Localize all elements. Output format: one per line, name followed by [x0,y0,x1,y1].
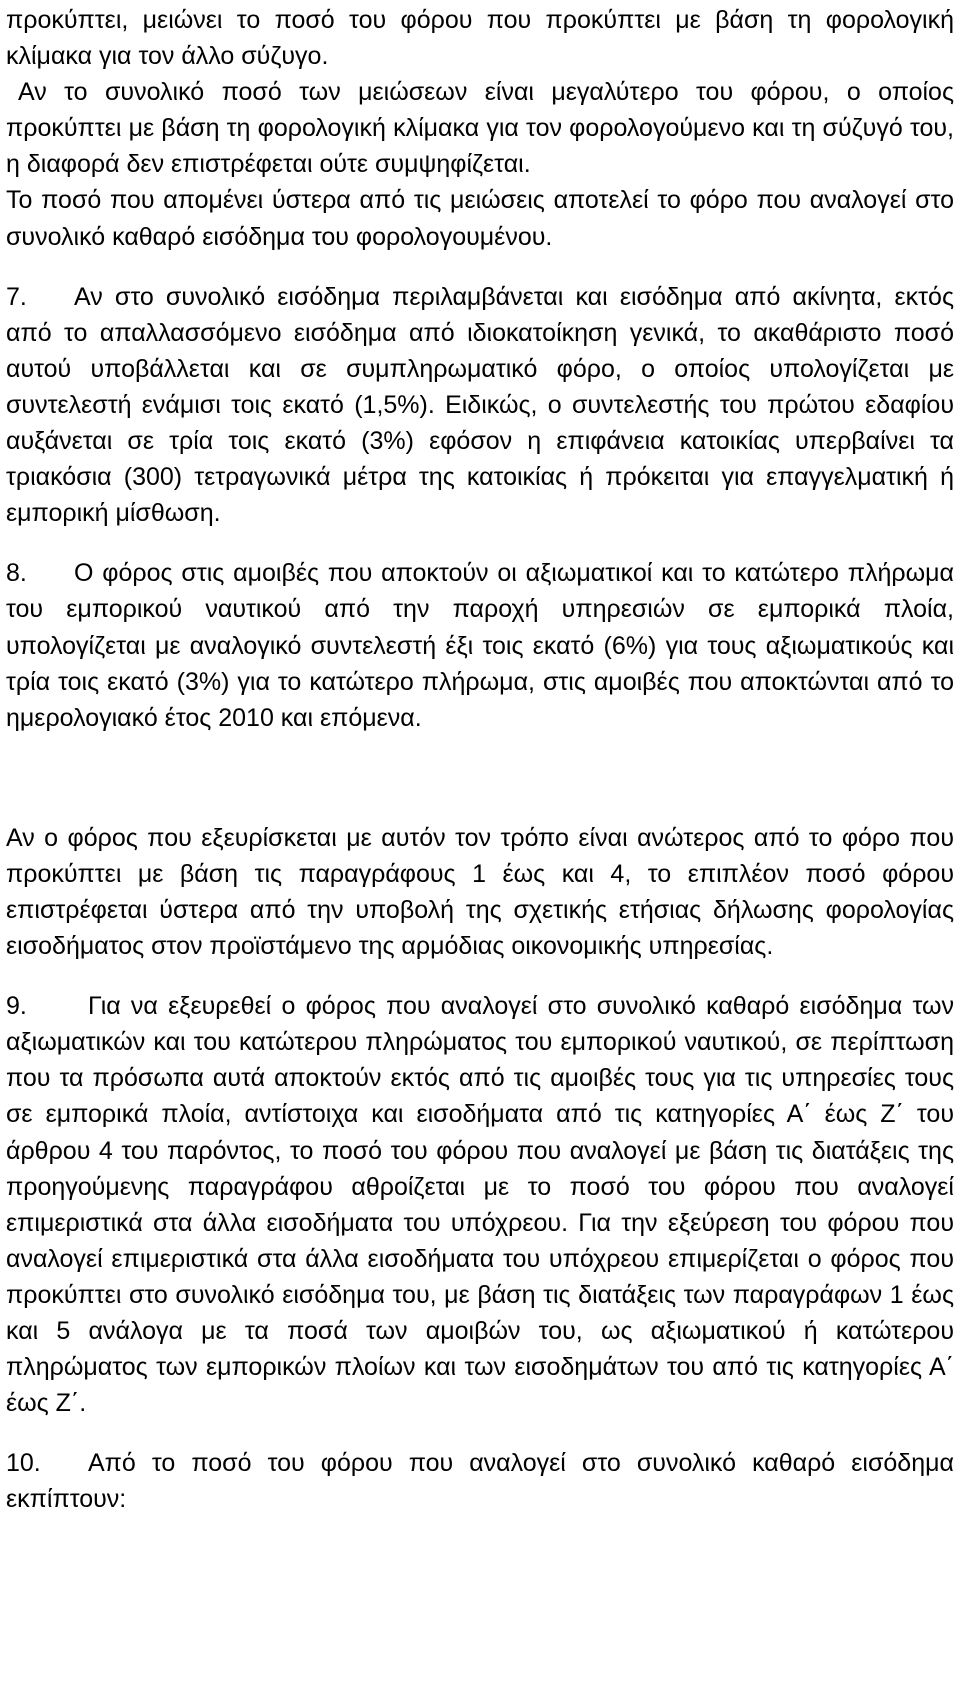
paragraph-10 [6,1445,954,1517]
paragraph-8-number: 8. [6,559,27,588]
paragraph-10-number: 10. [6,1449,41,1478]
paragraph-9-number: 9. [6,992,27,1021]
paragraph-continuation: προκύπτει, μειώνει το ποσό του φόρου που προκύπτει με βάση τη φορολογική κλίμακα για τον άλλο σύζυγο. [6,6,954,71]
paragraph-9-text: Για να εξευρεθεί ο φόρος που αναλογεί στο συνολικό καθαρό εισόδημα των αξιωματικών και του κατώτερου πληρώματος του εμπορικού ναυτικού, σε περίπτωση που τα πρόσωπα αυτά αποκτούν εκτός από τις αμοιβές τους για τις υπηρεσίες τους σε εμπορικά πλοία, αντίστοιχα και εισοδήματα από τις κατηγορίες Α΄ έως Ζ΄ του άρθρου 4 του παρόντος, το ποσό του φόρου που αναλογεί με βάση τις διατάξεις της προηγούμενης παραγράφου αθροίζεται με το ποσό του φόρου που αναλογεί επιμεριστικά στα άλλα εισοδήματα του υπόχρεου. Για την εξεύρεση του φόρου που αναλογεί επιμεριστικά στα άλλα εισοδήματα του υπόχρεου επιμερίζεται ο φόρος που προκύπτει στο συνολικό εισόδημα του, με βάση τις διατάξεις των παραγράφων 1 έως και 5 ανάλογα με τα ποσά των αμοιβών του, ως αξιωματικού ή κατώτερου πληρώματος των εμπορικών πλοίων και των εισοδημάτων του από τις κατηγορίες Α΄ έως Ζ΄. [6,992,954,1418]
paragraph-remaining-tax: Το ποσό που απομένει ύστερα από τις μειώσεις αποτελεί το φόρο που αναλογεί στο συνολικό καθαρό εισόδημα του φορολογουμένου. [6,186,954,251]
paragraph-7 [6,279,954,532]
paragraph-9 [6,988,954,1421]
paragraph-8 [6,555,954,735]
paragraph-8-refund: Αν ο φόρος που εξευρίσκεται με αυτόν τον τρόπο είναι ανώτερος από το φόρο που προκύπτει με βάση τις παραγράφους 1 έως και 4, το επιπλέον ποσό φόρου επιστρέφεται ύστερα από την υποβολή της σχετικής ετήσιας δήλωσης φορολογίας εισοδήματος στον προϊστάμενο της αρμόδιας οικονομικής υπηρεσίας. [6,823,954,961]
paragraph-8-text: Ο φόρος στις αμοιβές που αποκτούν οι αξιωματικοί και το κατώτερο πλήρωμα του εμπορικού ναυτικού από την παροχή υπηρεσιών σε εμπορικά πλοία, υπολογίζεται με αναλογικό συντελεστή έξι τοις εκατό (6%) για τους αξιωματικούς και τρία τοις εκατό (3%) για το κατώτερο πλήρωμα, στις αμοιβές που αποκτώνται από το ημερολογιακό έτος 2010 και επόμενα. [6,559,954,732]
paragraph-reductions-excess: Αν το συνολικό ποσό των μειώσεων είναι μεγαλύτερο του φόρου, ο οποίος προκύπτει με βάση τη φορολογική κλίμακα για τον φορολογούμενο και τη σύζυγό του, η διαφορά δεν επιστρέφεται ούτε συμψηφίζεται. [6,78,954,179]
paragraph-10-text: Από το ποσό του φόρου που αναλογεί στο συνολικό καθαρό εισόδημα εκπίπτουν: [6,1449,954,1514]
paragraph-7-text: Αν στο συνολικό εισόδημα περιλαμβάνεται και εισόδημα από ακίνητα, εκτός από το απαλλασσόμενο εισόδημα από ιδιοκατοίκηση γενικά, το ακαθάριστο ποσό αυτού υποβάλλεται και σε συμπληρωματικό φόρο, ο οποίος υπολογίζεται με συντελεστή ενάμισι τοις εκατό (1,5%). Ειδικώς, ο συντελεστής του πρώτου εδαφίου αυξάνεται σε τρία τοις εκατό (3%) εφόσον η επιφάνεια κατοικίας υπερβαίνει τα τριακόσια (300) τετραγωνικά μέτρα της κατοικίας ή πρόκειται για επαγγελματική ή εμπορική μίσθωση. [6,282,954,528]
paragraph-7-number: 7. [6,282,27,311]
